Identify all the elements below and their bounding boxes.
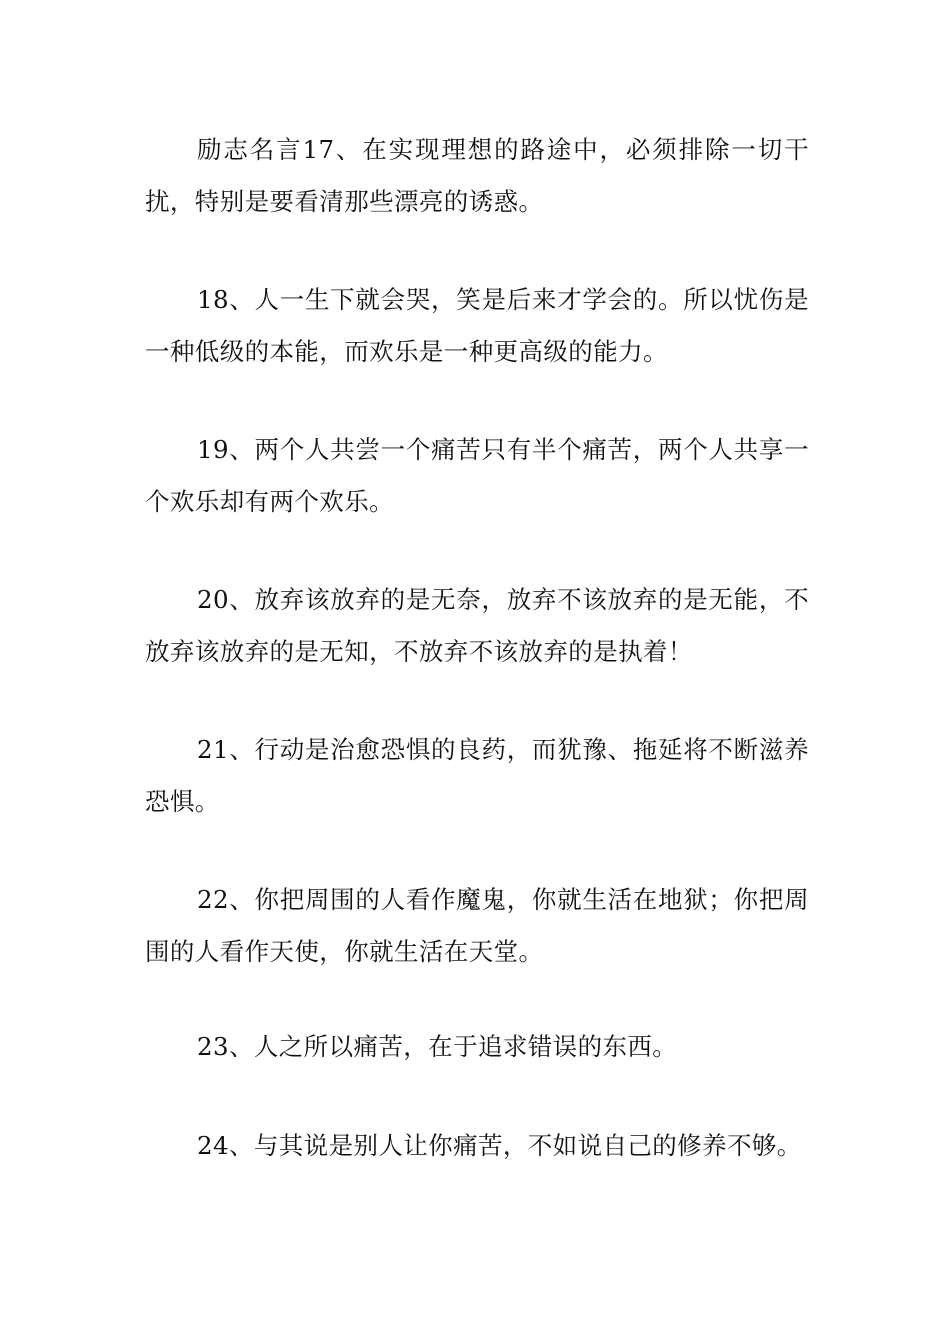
quote-paragraph-24: 24、与其说是别人让你痛苦，不如说自己的修养不够。 [197,1131,802,1160]
quote-paragraph-23: 23、人之所以痛苦，在于追求错误的东西。 [197,1032,678,1061]
quote-paragraph-18: 18、人一生下就会哭，笑是后来才学会的。所以忧伤是一种低级的本能，而欢乐是一种更高级的能力。 [145,285,809,366]
quote-paragraph-21: 21、行动是治愈恐惧的良药，而犹豫、拖延将不断滋养恐惧。 [145,735,809,816]
quote-paragraph-22: 22、你把周围的人看作魔鬼，你就生活在地狱；你把周围的人看作天使，你就生活在天堂。 [145,885,809,966]
quote-paragraph-19: 19、两个人共尝一个痛苦只有半个痛苦，两个人共享一个欢乐却有两个欢乐。 [145,435,809,516]
quote-paragraph-20: 20、放弃该放弃的是无奈，放弃不该放弃的是无能，不放弃该放弃的是无知，不放弃不该放弃的是执着！ [145,585,809,666]
quote-paragraph-17: 励志名言17、在实现理想的路途中，必须排除一切干扰，特别是要看清那些漂亮的诱惑。 [145,135,809,216]
